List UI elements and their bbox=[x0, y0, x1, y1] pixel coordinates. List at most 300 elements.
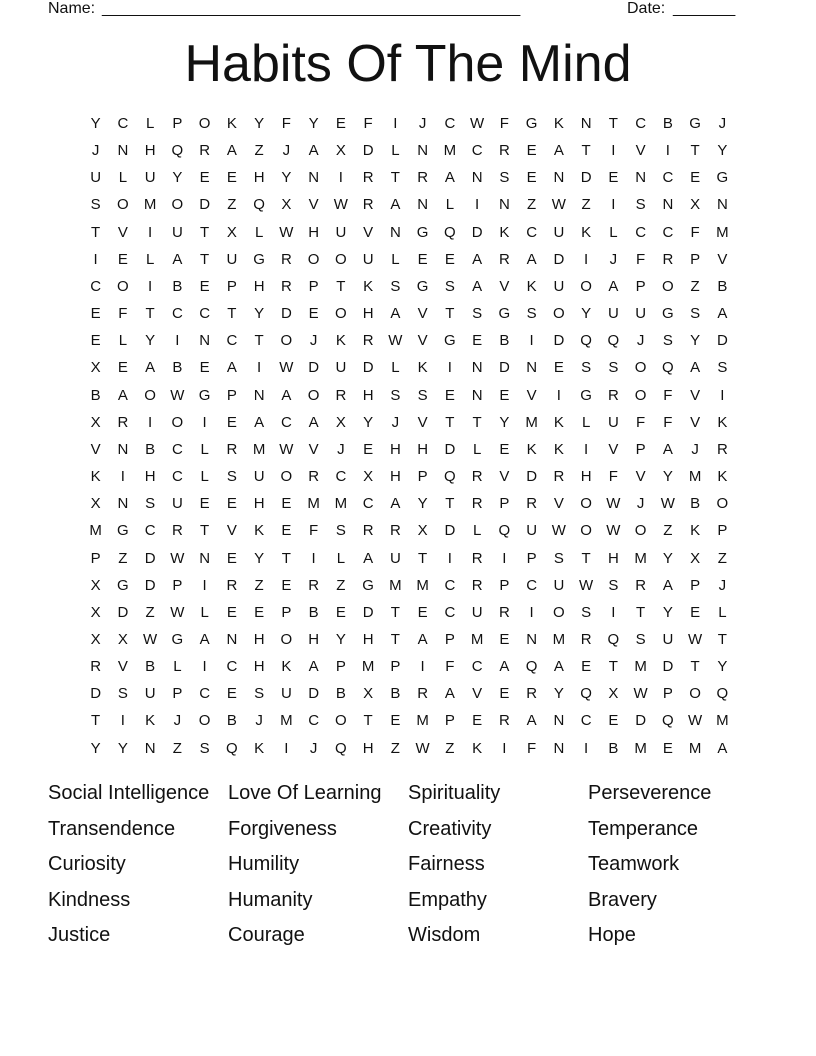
grid-letter[interactable]: K bbox=[417, 359, 428, 377]
grid-letter[interactable]: J bbox=[255, 712, 263, 730]
grid-letter[interactable]: X bbox=[363, 685, 374, 703]
grid-letter[interactable]: H bbox=[362, 739, 374, 757]
grid-letter[interactable]: J bbox=[309, 332, 318, 350]
grid-letter[interactable]: S bbox=[635, 630, 646, 648]
grid-letter[interactable]: J bbox=[718, 115, 727, 132]
grid-letter[interactable]: J bbox=[391, 413, 400, 431]
grid-letter[interactable]: G bbox=[171, 630, 184, 648]
grid-letter[interactable]: M bbox=[416, 576, 429, 594]
grid-letter[interactable]: J bbox=[718, 576, 727, 594]
grid-letter[interactable]: S bbox=[335, 522, 346, 540]
grid-letter[interactable]: R bbox=[580, 630, 592, 648]
grid-letter[interactable]: N bbox=[553, 712, 565, 730]
grid-letter[interactable]: M bbox=[307, 495, 320, 513]
grid-letter[interactable]: D bbox=[90, 685, 102, 703]
grid-letter[interactable]: Q bbox=[171, 142, 184, 160]
grid-letter[interactable]: A bbox=[254, 413, 265, 431]
grid-letter[interactable]: C bbox=[199, 305, 211, 323]
grid-letter[interactable]: I bbox=[148, 277, 153, 295]
grid-letter[interactable]: Z bbox=[145, 603, 155, 621]
grid-letter[interactable]: I bbox=[93, 250, 98, 268]
grid-letter[interactable]: V bbox=[690, 413, 701, 431]
grid-letter[interactable]: I bbox=[284, 739, 289, 757]
grid-letter[interactable]: D bbox=[144, 576, 156, 594]
grid-letter[interactable]: Z bbox=[336, 576, 346, 594]
grid-letter[interactable]: X bbox=[90, 359, 101, 377]
grid-letter[interactable]: D bbox=[308, 685, 320, 703]
grid-letter[interactable]: T bbox=[608, 658, 618, 676]
grid-letter[interactable]: W bbox=[143, 630, 158, 648]
grid-letter[interactable]: I bbox=[611, 603, 616, 621]
grid-letter[interactable]: V bbox=[717, 250, 728, 268]
grid-letter[interactable]: P bbox=[90, 549, 101, 567]
grid-letter[interactable]: A bbox=[226, 359, 237, 377]
grid-letter[interactable]: K bbox=[90, 468, 101, 486]
grid-letter[interactable]: E bbox=[199, 495, 210, 513]
grid-letter[interactable]: O bbox=[335, 305, 347, 323]
grid-letter[interactable]: V bbox=[608, 440, 619, 458]
grid-letter[interactable]: V bbox=[417, 305, 428, 323]
grid-letter[interactable]: Y bbox=[717, 142, 728, 160]
grid-letter[interactable]: P bbox=[717, 522, 728, 540]
grid-letter[interactable]: Z bbox=[254, 576, 264, 594]
grid-letter[interactable]: X bbox=[90, 413, 101, 431]
grid-letter[interactable]: E bbox=[308, 305, 319, 323]
grid-letter[interactable]: F bbox=[118, 305, 128, 323]
grid-letter[interactable]: F bbox=[309, 522, 319, 540]
grid-letter[interactable]: P bbox=[499, 576, 510, 594]
grid-letter[interactable]: C bbox=[90, 277, 102, 295]
grid-letter[interactable]: D bbox=[444, 522, 456, 540]
grid-letter[interactable]: C bbox=[444, 115, 456, 132]
grid-letter[interactable]: R bbox=[498, 142, 510, 160]
grid-letter[interactable]: X bbox=[281, 196, 292, 214]
grid-letter[interactable]: E bbox=[335, 115, 346, 132]
grid-letter[interactable]: O bbox=[553, 305, 565, 323]
grid-letter[interactable]: D bbox=[580, 169, 592, 187]
grid-letter[interactable]: L bbox=[200, 603, 209, 621]
grid-letter[interactable]: H bbox=[308, 223, 320, 241]
grid-letter[interactable]: B bbox=[717, 277, 728, 295]
grid-letter[interactable]: W bbox=[470, 115, 485, 132]
grid-letter[interactable]: O bbox=[580, 495, 592, 513]
grid-letter[interactable]: H bbox=[362, 630, 374, 648]
grid-letter[interactable]: R bbox=[117, 413, 129, 431]
grid-letter[interactable]: W bbox=[279, 440, 294, 458]
grid-letter[interactable]: N bbox=[117, 142, 129, 160]
grid-letter[interactable]: W bbox=[606, 495, 621, 513]
grid-letter[interactable]: L bbox=[718, 603, 727, 621]
grid-letter[interactable]: T bbox=[363, 712, 373, 730]
grid-letter[interactable]: W bbox=[551, 196, 566, 214]
grid-letter[interactable]: R bbox=[662, 250, 674, 268]
grid-letter[interactable]: T bbox=[336, 277, 346, 295]
grid-letter[interactable]: B bbox=[690, 495, 701, 513]
grid-letter[interactable]: W bbox=[170, 549, 185, 567]
grid-letter[interactable]: V bbox=[308, 196, 319, 214]
grid-letter[interactable]: Y bbox=[172, 169, 183, 187]
grid-letter[interactable]: D bbox=[117, 603, 129, 621]
grid-letter[interactable]: R bbox=[553, 468, 565, 486]
name-blank-line[interactable]: _______________________________________________ bbox=[102, 0, 521, 17]
grid-letter[interactable]: V bbox=[308, 440, 319, 458]
grid-letter[interactable]: M bbox=[252, 440, 266, 458]
grid-letter[interactable]: Y bbox=[662, 549, 673, 567]
grid-letter[interactable]: U bbox=[144, 169, 156, 187]
grid-letter[interactable]: L bbox=[581, 413, 591, 431]
grid-letter[interactable]: O bbox=[280, 332, 293, 350]
grid-letter[interactable]: B bbox=[335, 685, 346, 703]
grid-letter[interactable]: W bbox=[606, 522, 621, 540]
grid-letter[interactable]: X bbox=[90, 603, 101, 621]
grid-letter[interactable]: R bbox=[526, 685, 538, 703]
grid-letter[interactable]: O bbox=[553, 603, 565, 621]
grid-letter[interactable]: O bbox=[580, 277, 592, 295]
grid-letter[interactable]: S bbox=[553, 549, 564, 567]
grid-letter[interactable]: H bbox=[144, 142, 156, 160]
grid-letter[interactable]: D bbox=[362, 142, 374, 160]
grid-letter[interactable]: E bbox=[444, 386, 455, 404]
grid-letter[interactable]: Y bbox=[117, 739, 128, 757]
grid-letter[interactable]: Q bbox=[498, 522, 511, 540]
grid-letter[interactable]: L bbox=[145, 115, 155, 132]
grid-letter[interactable]: M bbox=[552, 630, 566, 648]
grid-letter[interactable]: S bbox=[635, 196, 646, 214]
grid-letter[interactable]: O bbox=[198, 115, 211, 132]
grid-letter[interactable]: V bbox=[417, 413, 428, 431]
grid-letter[interactable]: S bbox=[662, 332, 673, 350]
grid-letter[interactable]: U bbox=[553, 223, 565, 241]
grid-letter[interactable]: U bbox=[389, 549, 401, 567]
grid-letter[interactable]: R bbox=[280, 277, 292, 295]
grid-letter[interactable]: D bbox=[199, 196, 211, 214]
date-blank-line[interactable]: _______ bbox=[673, 0, 736, 17]
grid-letter[interactable]: P bbox=[635, 277, 646, 295]
grid-letter[interactable]: A bbox=[608, 277, 619, 295]
grid-letter[interactable]: A bbox=[662, 576, 673, 594]
grid-letter[interactable]: L bbox=[336, 549, 346, 567]
grid-letter[interactable]: E bbox=[499, 440, 510, 458]
grid-letter[interactable]: W bbox=[388, 332, 403, 350]
grid-letter[interactable]: I bbox=[502, 739, 507, 757]
grid-letter[interactable]: I bbox=[338, 169, 343, 187]
grid-letter[interactable]: M bbox=[334, 495, 348, 513]
grid-letter[interactable]: R bbox=[607, 386, 619, 404]
grid-letter[interactable]: B bbox=[662, 115, 673, 132]
grid-letter[interactable]: T bbox=[636, 603, 646, 621]
grid-letter[interactable]: V bbox=[363, 223, 374, 241]
grid-letter[interactable]: K bbox=[226, 115, 237, 132]
grid-letter[interactable]: A bbox=[172, 250, 183, 268]
grid-letter[interactable]: P bbox=[308, 277, 319, 295]
grid-letter[interactable]: Q bbox=[525, 658, 538, 676]
grid-letter[interactable]: S bbox=[499, 169, 510, 187]
grid-letter[interactable]: O bbox=[662, 277, 674, 295]
grid-letter[interactable]: C bbox=[171, 305, 183, 323]
grid-letter[interactable]: W bbox=[688, 630, 703, 648]
grid-letter[interactable]: A bbox=[199, 630, 210, 648]
grid-letter[interactable]: S bbox=[390, 277, 401, 295]
grid-letter[interactable]: S bbox=[581, 603, 592, 621]
grid-letter[interactable]: C bbox=[280, 413, 292, 431]
grid-letter[interactable]: P bbox=[690, 576, 701, 594]
grid-letter[interactable]: P bbox=[226, 386, 237, 404]
grid-letter[interactable]: O bbox=[335, 250, 347, 268]
grid-letter[interactable]: C bbox=[526, 223, 538, 241]
grid-letter[interactable]: S bbox=[390, 386, 401, 404]
grid-letter[interactable]: C bbox=[635, 223, 647, 241]
grid-letter[interactable]: L bbox=[391, 250, 400, 268]
grid-letter[interactable]: W bbox=[279, 223, 294, 241]
grid-letter[interactable]: T bbox=[200, 223, 210, 241]
grid-letter[interactable]: A bbox=[390, 305, 401, 323]
grid-letter[interactable]: E bbox=[526, 142, 537, 160]
grid-letter[interactable]: K bbox=[254, 739, 265, 757]
grid-letter[interactable]: J bbox=[418, 115, 427, 132]
grid-letter[interactable]: L bbox=[200, 468, 209, 486]
grid-letter[interactable]: I bbox=[502, 549, 507, 567]
grid-letter[interactable]: L bbox=[472, 440, 482, 458]
grid-letter[interactable]: I bbox=[420, 658, 425, 676]
grid-letter[interactable]: D bbox=[308, 359, 320, 377]
grid-letter[interactable]: F bbox=[499, 115, 509, 132]
grid-letter[interactable]: H bbox=[362, 386, 374, 404]
grid-letter[interactable]: E bbox=[526, 169, 537, 187]
grid-letter[interactable]: G bbox=[253, 250, 265, 268]
grid-letter[interactable]: G bbox=[117, 576, 129, 594]
grid-letter[interactable]: E bbox=[226, 685, 237, 703]
grid-letter[interactable]: V bbox=[499, 277, 510, 295]
grid-letter[interactable]: E bbox=[226, 169, 237, 187]
grid-letter[interactable]: H bbox=[417, 440, 429, 458]
grid-letter[interactable]: O bbox=[171, 413, 184, 431]
grid-letter[interactable]: R bbox=[471, 468, 483, 486]
grid-letter[interactable]: A bbox=[390, 196, 401, 214]
grid-letter[interactable]: I bbox=[611, 196, 616, 214]
grid-letter[interactable]: S bbox=[472, 305, 483, 323]
grid-letter[interactable]: Q bbox=[580, 332, 592, 350]
grid-letter[interactable]: S bbox=[417, 386, 428, 404]
grid-letter[interactable]: H bbox=[362, 305, 374, 323]
grid-letter[interactable]: U bbox=[280, 685, 292, 703]
grid-letter[interactable]: C bbox=[635, 115, 647, 132]
grid-letter[interactable]: A bbox=[526, 250, 537, 268]
grid-letter[interactable]: P bbox=[226, 277, 237, 295]
grid-letter[interactable]: N bbox=[716, 196, 728, 214]
grid-letter[interactable]: O bbox=[307, 250, 320, 268]
grid-letter[interactable]: H bbox=[308, 630, 320, 648]
grid-letter[interactable]: E bbox=[226, 413, 237, 431]
grid-letter[interactable]: A bbox=[499, 658, 510, 676]
grid-letter[interactable]: U bbox=[144, 685, 156, 703]
grid-letter[interactable]: T bbox=[200, 250, 210, 268]
grid-letter[interactable]: N bbox=[417, 142, 429, 160]
grid-letter[interactable]: T bbox=[472, 413, 482, 431]
grid-letter[interactable]: Y bbox=[254, 305, 265, 323]
grid-letter[interactable]: B bbox=[226, 712, 237, 730]
grid-letter[interactable]: X bbox=[335, 413, 346, 431]
grid-letter[interactable]: O bbox=[716, 495, 729, 513]
grid-letter[interactable]: G bbox=[362, 576, 374, 594]
grid-letter[interactable]: M bbox=[634, 549, 647, 567]
grid-letter[interactable]: I bbox=[556, 386, 561, 404]
grid-letter[interactable]: O bbox=[634, 359, 647, 377]
grid-letter[interactable]: M bbox=[361, 658, 375, 676]
grid-letter[interactable]: K bbox=[717, 468, 728, 486]
grid-letter[interactable]: Q bbox=[580, 685, 592, 703]
grid-letter[interactable]: V bbox=[635, 142, 646, 160]
grid-letter[interactable]: Q bbox=[335, 739, 347, 757]
grid-letter[interactable]: T bbox=[690, 142, 700, 160]
grid-letter[interactable]: K bbox=[499, 223, 510, 241]
grid-letter[interactable]: V bbox=[117, 223, 128, 241]
grid-letter[interactable]: A bbox=[308, 142, 319, 160]
grid-letter[interactable]: R bbox=[362, 332, 374, 350]
grid-letter[interactable]: C bbox=[471, 658, 483, 676]
grid-letter[interactable]: P bbox=[172, 576, 183, 594]
grid-letter[interactable]: C bbox=[580, 712, 592, 730]
grid-letter[interactable]: D bbox=[280, 305, 292, 323]
grid-letter[interactable]: E bbox=[254, 603, 265, 621]
grid-letter[interactable]: B bbox=[90, 386, 101, 404]
grid-letter[interactable]: I bbox=[584, 440, 589, 458]
grid-letter[interactable]: I bbox=[447, 549, 452, 567]
grid-letter[interactable]: L bbox=[609, 223, 618, 241]
grid-letter[interactable]: I bbox=[202, 576, 207, 594]
grid-letter[interactable]: O bbox=[634, 386, 647, 404]
grid-letter[interactable]: Q bbox=[226, 739, 238, 757]
grid-letter[interactable]: I bbox=[720, 386, 725, 404]
grid-letter[interactable]: R bbox=[335, 386, 347, 404]
grid-letter[interactable]: Y bbox=[690, 332, 701, 350]
grid-letter[interactable]: M bbox=[716, 712, 729, 730]
grid-letter[interactable]: I bbox=[584, 739, 589, 757]
grid-letter[interactable]: X bbox=[417, 522, 428, 540]
grid-letter[interactable]: W bbox=[688, 712, 703, 730]
grid-letter[interactable]: E bbox=[226, 603, 237, 621]
grid-letter[interactable]: T bbox=[445, 413, 455, 431]
grid-letter[interactable]: X bbox=[90, 576, 101, 594]
grid-letter[interactable]: C bbox=[444, 603, 456, 621]
grid-letter[interactable]: W bbox=[333, 196, 348, 214]
grid-letter[interactable]: M bbox=[688, 739, 702, 757]
grid-letter[interactable]: R bbox=[389, 522, 401, 540]
grid-letter[interactable]: C bbox=[171, 468, 183, 486]
grid-letter[interactable]: A bbox=[226, 142, 237, 160]
grid-letter[interactable]: E bbox=[472, 712, 483, 730]
grid-letter[interactable]: E bbox=[226, 549, 237, 567]
grid-letter[interactable]: S bbox=[581, 359, 592, 377]
grid-letter[interactable]: Y bbox=[281, 169, 292, 187]
grid-letter[interactable]: A bbox=[717, 305, 728, 323]
grid-letter[interactable]: T bbox=[717, 630, 727, 648]
grid-letter[interactable]: U bbox=[90, 169, 102, 187]
grid-letter[interactable]: I bbox=[475, 196, 480, 214]
grid-letter[interactable]: P bbox=[444, 630, 455, 648]
grid-letter[interactable]: K bbox=[335, 332, 346, 350]
grid-letter[interactable]: T bbox=[608, 115, 618, 132]
grid-letter[interactable]: J bbox=[636, 332, 645, 350]
grid-letter[interactable]: U bbox=[171, 495, 183, 513]
grid-letter[interactable]: L bbox=[391, 142, 400, 160]
grid-letter[interactable]: K bbox=[717, 413, 728, 431]
grid-letter[interactable]: Z bbox=[445, 739, 455, 757]
grid-letter[interactable]: N bbox=[498, 196, 510, 214]
grid-letter[interactable]: Z bbox=[717, 549, 727, 567]
grid-letter[interactable]: T bbox=[390, 169, 400, 187]
grid-letter[interactable]: N bbox=[199, 549, 211, 567]
grid-letter[interactable]: A bbox=[117, 386, 128, 404]
grid-letter[interactable]: D bbox=[362, 359, 374, 377]
grid-letter[interactable]: E bbox=[281, 495, 292, 513]
grid-letter[interactable]: U bbox=[253, 468, 265, 486]
grid-letter[interactable]: I bbox=[202, 413, 207, 431]
grid-letter[interactable]: I bbox=[148, 413, 153, 431]
grid-letter[interactable]: N bbox=[471, 386, 483, 404]
grid-letter[interactable]: W bbox=[579, 576, 594, 594]
grid-letter[interactable]: T bbox=[390, 630, 400, 648]
grid-letter[interactable]: R bbox=[308, 468, 320, 486]
grid-letter[interactable]: G bbox=[416, 277, 429, 295]
grid-letter[interactable]: B bbox=[608, 739, 619, 757]
grid-letter[interactable]: D bbox=[444, 440, 456, 458]
grid-letter[interactable]: N bbox=[553, 169, 565, 187]
grid-letter[interactable]: I bbox=[529, 603, 534, 621]
grid-letter[interactable]: C bbox=[362, 495, 374, 513]
grid-letter[interactable]: J bbox=[173, 712, 182, 730]
grid-letter[interactable]: I bbox=[529, 332, 534, 350]
grid-letter[interactable]: I bbox=[393, 115, 398, 132]
grid-letter[interactable]: Q bbox=[444, 223, 456, 241]
grid-letter[interactable]: Y bbox=[254, 115, 265, 132]
grid-letter[interactable]: Q bbox=[662, 359, 674, 377]
grid-letter[interactable]: N bbox=[635, 169, 647, 187]
grid-letter[interactable]: U bbox=[553, 576, 565, 594]
grid-letter[interactable]: M bbox=[443, 142, 457, 160]
grid-letter[interactable]: E bbox=[581, 658, 592, 676]
grid-letter[interactable]: A bbox=[308, 658, 319, 676]
grid-letter[interactable]: T bbox=[254, 332, 264, 350]
grid-letter[interactable]: C bbox=[308, 712, 320, 730]
grid-letter[interactable]: X bbox=[690, 196, 701, 214]
grid-letter[interactable]: D bbox=[362, 603, 374, 621]
grid-letter[interactable]: S bbox=[717, 359, 728, 377]
grid-letter[interactable]: J bbox=[691, 440, 699, 458]
grid-letter[interactable]: H bbox=[253, 658, 265, 676]
grid-letter[interactable]: D bbox=[498, 359, 510, 377]
grid-letter[interactable]: P bbox=[635, 440, 646, 458]
grid-letter[interactable]: O bbox=[117, 196, 129, 214]
grid-letter[interactable]: Y bbox=[254, 549, 265, 567]
grid-letter[interactable]: K bbox=[553, 115, 564, 132]
grid-letter[interactable]: T bbox=[445, 305, 455, 323]
grid-letter[interactable]: T bbox=[690, 658, 700, 676]
grid-letter[interactable]: E bbox=[499, 685, 510, 703]
grid-letter[interactable]: R bbox=[498, 603, 510, 621]
grid-letter[interactable]: V bbox=[90, 440, 101, 458]
grid-letter[interactable]: K bbox=[363, 277, 374, 295]
grid-letter[interactable]: Z bbox=[390, 739, 400, 757]
grid-letter[interactable]: I bbox=[611, 142, 616, 160]
grid-letter[interactable]: O bbox=[117, 277, 129, 295]
grid-letter[interactable]: O bbox=[634, 522, 647, 540]
grid-letter[interactable]: V bbox=[553, 495, 564, 513]
grid-letter[interactable]: R bbox=[498, 250, 510, 268]
grid-letter[interactable]: G bbox=[416, 223, 429, 241]
grid-letter[interactable]: Z bbox=[254, 142, 264, 160]
grid-letter[interactable]: Y bbox=[308, 115, 319, 132]
grid-letter[interactable]: G bbox=[117, 522, 129, 540]
